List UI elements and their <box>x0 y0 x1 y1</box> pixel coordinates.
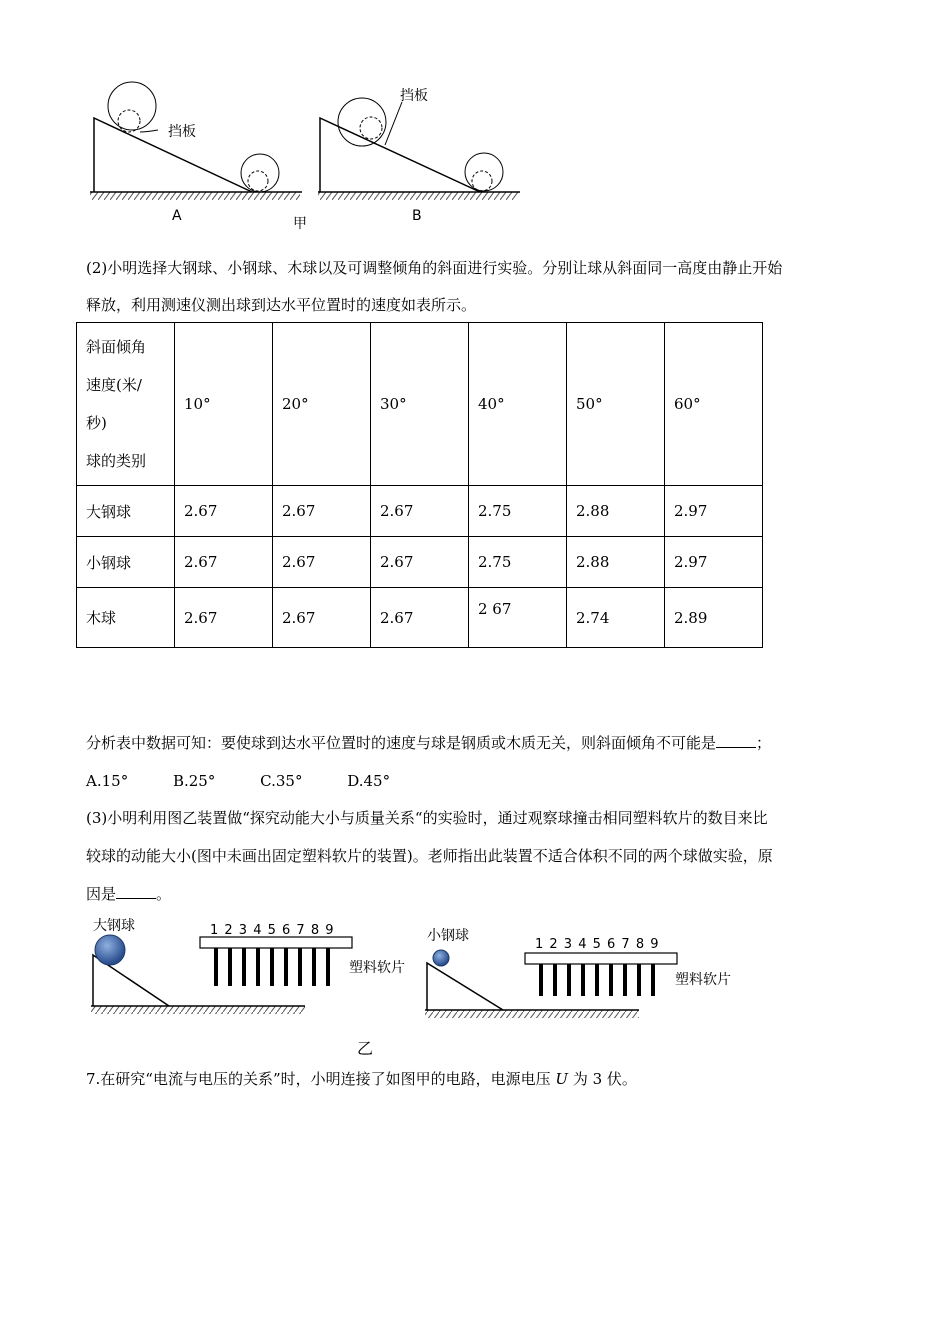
ramp-a <box>90 82 302 200</box>
ball-bottom-b <box>465 153 503 191</box>
table-cell: 2.89 <box>665 588 763 648</box>
table-cell: 2.67 <box>273 588 371 648</box>
ball-top-a <box>108 82 156 130</box>
row-label: 木球 <box>77 588 175 648</box>
table-row <box>77 588 763 648</box>
table-cell: 2.67 <box>371 588 469 648</box>
q7-line: 7.在研究“电流与电压的关系”时，小明连接了如图甲的电路，电源电压 U 为 3 伏。 <box>86 1070 637 1088</box>
option-c[interactable]: C.35° <box>260 772 303 790</box>
table-cell: 2.74 <box>567 588 665 648</box>
table-cell: 2.97 <box>665 486 763 537</box>
angle-header: 40° <box>469 323 567 486</box>
figure-jia <box>80 80 530 230</box>
table-header-corner: 斜面倾角 速度(米/ 秒) 球的类别 <box>77 323 175 486</box>
answer-blank[interactable] <box>716 733 756 748</box>
big-ball-label: 大钢球 <box>93 918 135 934</box>
answer-blank[interactable] <box>116 884 156 899</box>
table-cell: 2 67 <box>469 588 567 648</box>
q3-line1: (3)小明利用图乙装置做“探究动能大小与质量关系“的实验时，通过观察球撞击相同塑料软片的数目来比 <box>86 809 768 827</box>
label-a: A <box>172 208 182 224</box>
q3-line3: 因是 。 <box>86 885 172 903</box>
q2-line2: 释放，利用测速仪测出球到达水平位置时的速度如表所示。 <box>86 296 477 314</box>
q3-line2: 较球的动能大小(图中未画出固定塑料软片的装置)。老师指出此装置不适合体积不同的两个球做实验，原 <box>86 847 773 865</box>
baffle-label-a: 挡板 <box>168 124 196 140</box>
table-cell: 2.67 <box>175 486 273 537</box>
analysis-line <box>86 733 771 753</box>
row-label: 小钢球 <box>77 537 175 588</box>
ball-bottom-a <box>241 154 279 192</box>
table-cell: 2.75 <box>469 486 567 537</box>
small-steel-ball <box>433 950 449 966</box>
strips-label-left: 塑料软片 <box>349 960 405 976</box>
ramp-b <box>318 98 520 200</box>
table-row <box>77 486 763 537</box>
table-cell: 2.67 <box>371 537 469 588</box>
angle-header: 50° <box>567 323 665 486</box>
table-cell: 2.67 <box>371 486 469 537</box>
table-cell: 2.67 <box>273 486 371 537</box>
q2-line1: (2)小明选择大钢球、小钢球、木球以及可调整倾角的斜面进行实验。分别让球从斜面同一高度由静止开始 <box>86 259 783 277</box>
table-cell: 2.75 <box>469 537 567 588</box>
analysis-text: 分析表中数据可知：要使球到达水平位置时的速度与球是钢质或木质无关，则斜面倾角不可能是 <box>86 734 717 752</box>
analysis-end: ； <box>756 734 772 752</box>
apparatus-left <box>91 935 352 1014</box>
speed-table <box>76 322 763 648</box>
option-d[interactable]: D.45° <box>347 772 391 790</box>
row-label: 大钢球 <box>77 486 175 537</box>
angle-header: 10° <box>175 323 273 486</box>
angle-header: 60° <box>665 323 763 486</box>
table-cell: 2.88 <box>567 537 665 588</box>
table-row <box>77 537 763 588</box>
small-ball-label: 小钢球 <box>427 928 469 944</box>
table-cell: 2.67 <box>175 588 273 648</box>
strips-label-right: 塑料软片 <box>675 972 731 988</box>
label-b: B <box>412 208 422 224</box>
numbers-right: 1 2 3 4 5 6 7 8 9 <box>535 937 660 952</box>
angle-header: 20° <box>273 323 371 486</box>
apparatus-right <box>425 950 677 1018</box>
table-cell: 2.67 <box>273 537 371 588</box>
baffle-label-b: 挡板 <box>400 88 428 104</box>
option-b[interactable]: B.25° <box>172 772 216 790</box>
voltage-variable: U <box>555 1070 569 1088</box>
angle-header: 30° <box>371 323 469 486</box>
figure-yi <box>85 908 765 1060</box>
table-cell: 2.97 <box>665 537 763 588</box>
plastic-strips-left <box>214 948 330 986</box>
options-line <box>86 771 430 791</box>
table-header-row <box>77 323 763 486</box>
numbers-left: 1 2 3 4 5 6 7 8 9 <box>210 923 335 938</box>
table-cell: 2.67 <box>175 537 273 588</box>
table-cell: 2.88 <box>567 486 665 537</box>
big-steel-ball <box>95 935 125 965</box>
figure-caption-jia: 甲 <box>293 216 307 230</box>
option-a[interactable]: A.15° <box>86 772 129 790</box>
figure-caption-yi: 乙 <box>357 1039 374 1058</box>
plastic-strips-right <box>539 964 655 996</box>
